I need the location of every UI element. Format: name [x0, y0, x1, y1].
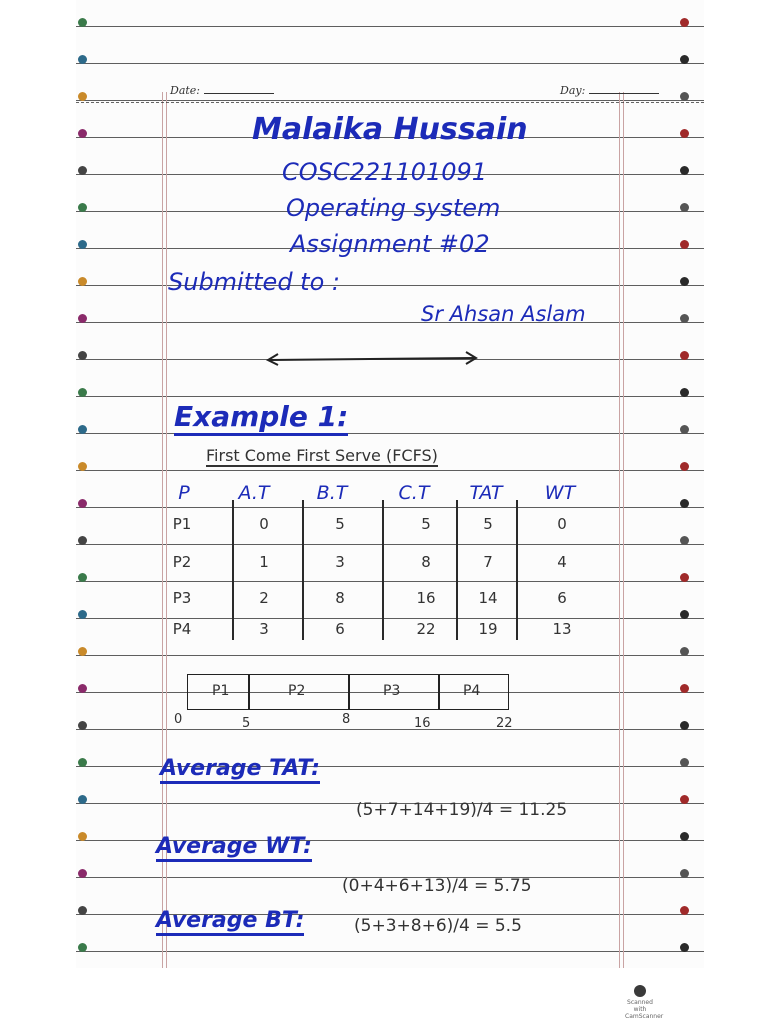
student-name: Malaika Hussain — [252, 112, 528, 147]
ruled-line — [76, 26, 704, 27]
roll-number: COSC221101091 — [282, 158, 488, 186]
binder-hole-icon — [78, 906, 87, 915]
table-cell: 19 — [478, 620, 498, 638]
binder-hole-icon — [78, 536, 87, 545]
day-field: Day: — [560, 84, 659, 97]
binder-hole-icon — [78, 943, 87, 952]
binder-hole-icon — [78, 314, 87, 323]
gantt-time-label: 5 — [242, 716, 251, 731]
binder-hole-icon — [680, 869, 689, 878]
binder-hole-icon — [680, 166, 689, 175]
gantt-process-label: P3 — [383, 683, 401, 699]
binder-hole-icon — [680, 314, 689, 323]
submitted-to-label: Submitted to : — [168, 268, 340, 296]
right-margin-line-2 — [623, 92, 624, 968]
algorithm-name: First Come First Serve (FCFS) — [206, 446, 438, 465]
ruled-line — [76, 655, 704, 656]
binder-hole-icon — [680, 610, 689, 619]
table-cell: 2 — [259, 589, 269, 607]
binder-hole-icon — [680, 462, 689, 471]
binder-hole-icon — [78, 240, 87, 249]
binder-hole-icon — [680, 721, 689, 730]
average-tat-label: Average TAT: — [160, 756, 320, 784]
table-cell: 3 — [335, 553, 345, 571]
course-name: Operating system — [286, 194, 501, 222]
col-header-process: P — [178, 482, 190, 504]
ruled-line — [76, 322, 704, 323]
binder-hole-icon — [680, 943, 689, 952]
example-heading: Example 1: — [174, 400, 348, 436]
binder-hole-icon — [680, 425, 689, 434]
table-cell: 8 — [421, 553, 431, 571]
gantt-separator — [248, 674, 250, 710]
ruled-line — [76, 729, 704, 730]
ruled-line — [76, 507, 704, 508]
col-header-burst-time: B.T — [316, 482, 348, 504]
gantt-time-label: 8 — [342, 712, 351, 727]
binder-hole-icon — [78, 18, 87, 27]
binder-hole-icon — [78, 832, 87, 841]
ruled-line — [76, 100, 704, 101]
table-cell: 7 — [483, 553, 493, 571]
binder-hole-icon — [78, 684, 87, 693]
binder-hole-icon — [680, 240, 689, 249]
binder-hole-icon — [680, 129, 689, 138]
binder-hole-icon — [78, 166, 87, 175]
table-cell-process: P2 — [172, 553, 192, 571]
binder-hole-icon — [78, 647, 87, 656]
date-field: Date: — [170, 84, 274, 97]
average-wt-label: Average WT: — [156, 834, 312, 862]
table-cell: 6 — [335, 620, 345, 638]
table-divider — [456, 500, 458, 640]
table-cell: 5 — [483, 515, 493, 533]
binder-hole-icon — [78, 573, 87, 582]
average-wt-formula: (0+4+6+13)/4 = 5.75 — [342, 876, 532, 896]
ruled-line — [76, 544, 704, 545]
table-divider — [232, 500, 234, 640]
binder-hole-icon — [78, 462, 87, 471]
binder-hole-icon — [680, 18, 689, 27]
header-dashed-line — [76, 102, 704, 104]
binder-hole-icon — [78, 203, 87, 212]
ruled-line — [76, 618, 704, 619]
binder-hole-icon — [680, 351, 689, 360]
average-tat-formula: (5+7+14+19)/4 = 11.25 — [356, 800, 568, 820]
gantt-process-label: P4 — [463, 683, 481, 699]
binder-hole-icon — [78, 869, 87, 878]
table-cell: 5 — [335, 515, 345, 533]
table-cell: 14 — [478, 589, 498, 607]
binder-hole-icon — [78, 721, 87, 730]
binder-hole-icon — [680, 647, 689, 656]
table-cell: 13 — [552, 620, 572, 638]
assignment-title: Assignment #02 — [290, 230, 490, 258]
table-cell: 8 — [335, 589, 345, 607]
table-cell-process: P1 — [172, 515, 192, 533]
table-divider — [516, 500, 518, 640]
average-bt-label: Average BT: — [156, 908, 304, 936]
ruled-line — [76, 470, 704, 471]
binder-hole-icon — [78, 758, 87, 767]
ruled-line — [76, 581, 704, 582]
camscanner-logo-icon — [634, 985, 646, 997]
binder-hole-icon — [680, 277, 689, 286]
ruled-line — [76, 396, 704, 397]
table-cell: 22 — [416, 620, 436, 638]
binder-hole-icon — [78, 499, 87, 508]
scanner-text: Scanned with CamScanner — [625, 999, 664, 1020]
scanner-watermark — [625, 983, 664, 1020]
table-cell: 0 — [557, 515, 567, 533]
table-cell: 5 — [421, 515, 431, 533]
binder-hole-icon — [680, 906, 689, 915]
binder-hole-icon — [78, 92, 87, 101]
right-margin-line — [619, 92, 620, 968]
ruled-line — [76, 433, 704, 434]
binder-hole-icon — [680, 684, 689, 693]
table-cell: 0 — [259, 515, 269, 533]
table-cell: 3 — [259, 620, 269, 638]
col-header-arrival-time: A.T — [238, 482, 270, 504]
gantt-process-label: P2 — [288, 683, 306, 699]
binder-hole-icon — [680, 388, 689, 397]
gantt-separator — [438, 674, 440, 710]
table-cell: 4 — [557, 553, 567, 571]
table-cell: 6 — [557, 589, 567, 607]
binder-hole-icon — [680, 832, 689, 841]
col-header-turnaround-time: TAT — [469, 482, 503, 504]
gantt-process-label: P1 — [212, 683, 230, 699]
double-arrow-icon — [264, 350, 480, 370]
ruled-line — [76, 951, 704, 952]
binder-hole-icon — [78, 388, 87, 397]
col-header-waiting-time: WT — [544, 482, 576, 504]
binder-hole-icon — [78, 129, 87, 138]
gantt-separator — [348, 674, 350, 710]
table-cell: 1 — [259, 553, 269, 571]
table-cell-process: P3 — [172, 589, 192, 607]
gantt-time-label: 16 — [414, 716, 431, 731]
binder-hole-icon — [680, 536, 689, 545]
average-bt-formula: (5+3+8+6)/4 = 5.5 — [354, 916, 522, 936]
col-header-completion-time: C.T — [398, 482, 430, 504]
binder-hole-icon — [680, 203, 689, 212]
table-divider — [302, 500, 304, 640]
table-cell: 16 — [416, 589, 436, 607]
gantt-time-label: 22 — [496, 716, 513, 731]
ruled-line — [76, 63, 704, 64]
binder-hole-icon — [680, 55, 689, 64]
binder-hole-icon — [78, 795, 87, 804]
notebook-page — [76, 0, 704, 968]
binder-hole-icon — [680, 92, 689, 101]
binder-hole-icon — [78, 351, 87, 360]
table-divider — [382, 500, 384, 640]
binder-hole-icon — [680, 795, 689, 804]
binder-hole-icon — [680, 499, 689, 508]
binder-hole-icon — [78, 610, 87, 619]
binder-hole-icon — [680, 573, 689, 582]
binder-hole-icon — [78, 277, 87, 286]
teacher-name: Sr Ahsan Aslam — [421, 302, 586, 326]
gantt-chart — [187, 674, 509, 710]
binder-hole-icon — [78, 55, 87, 64]
table-cell-process: P4 — [172, 620, 192, 638]
binder-hole-icon — [78, 425, 87, 434]
gantt-time-label: 0 — [174, 712, 183, 727]
binder-hole-icon — [680, 758, 689, 767]
